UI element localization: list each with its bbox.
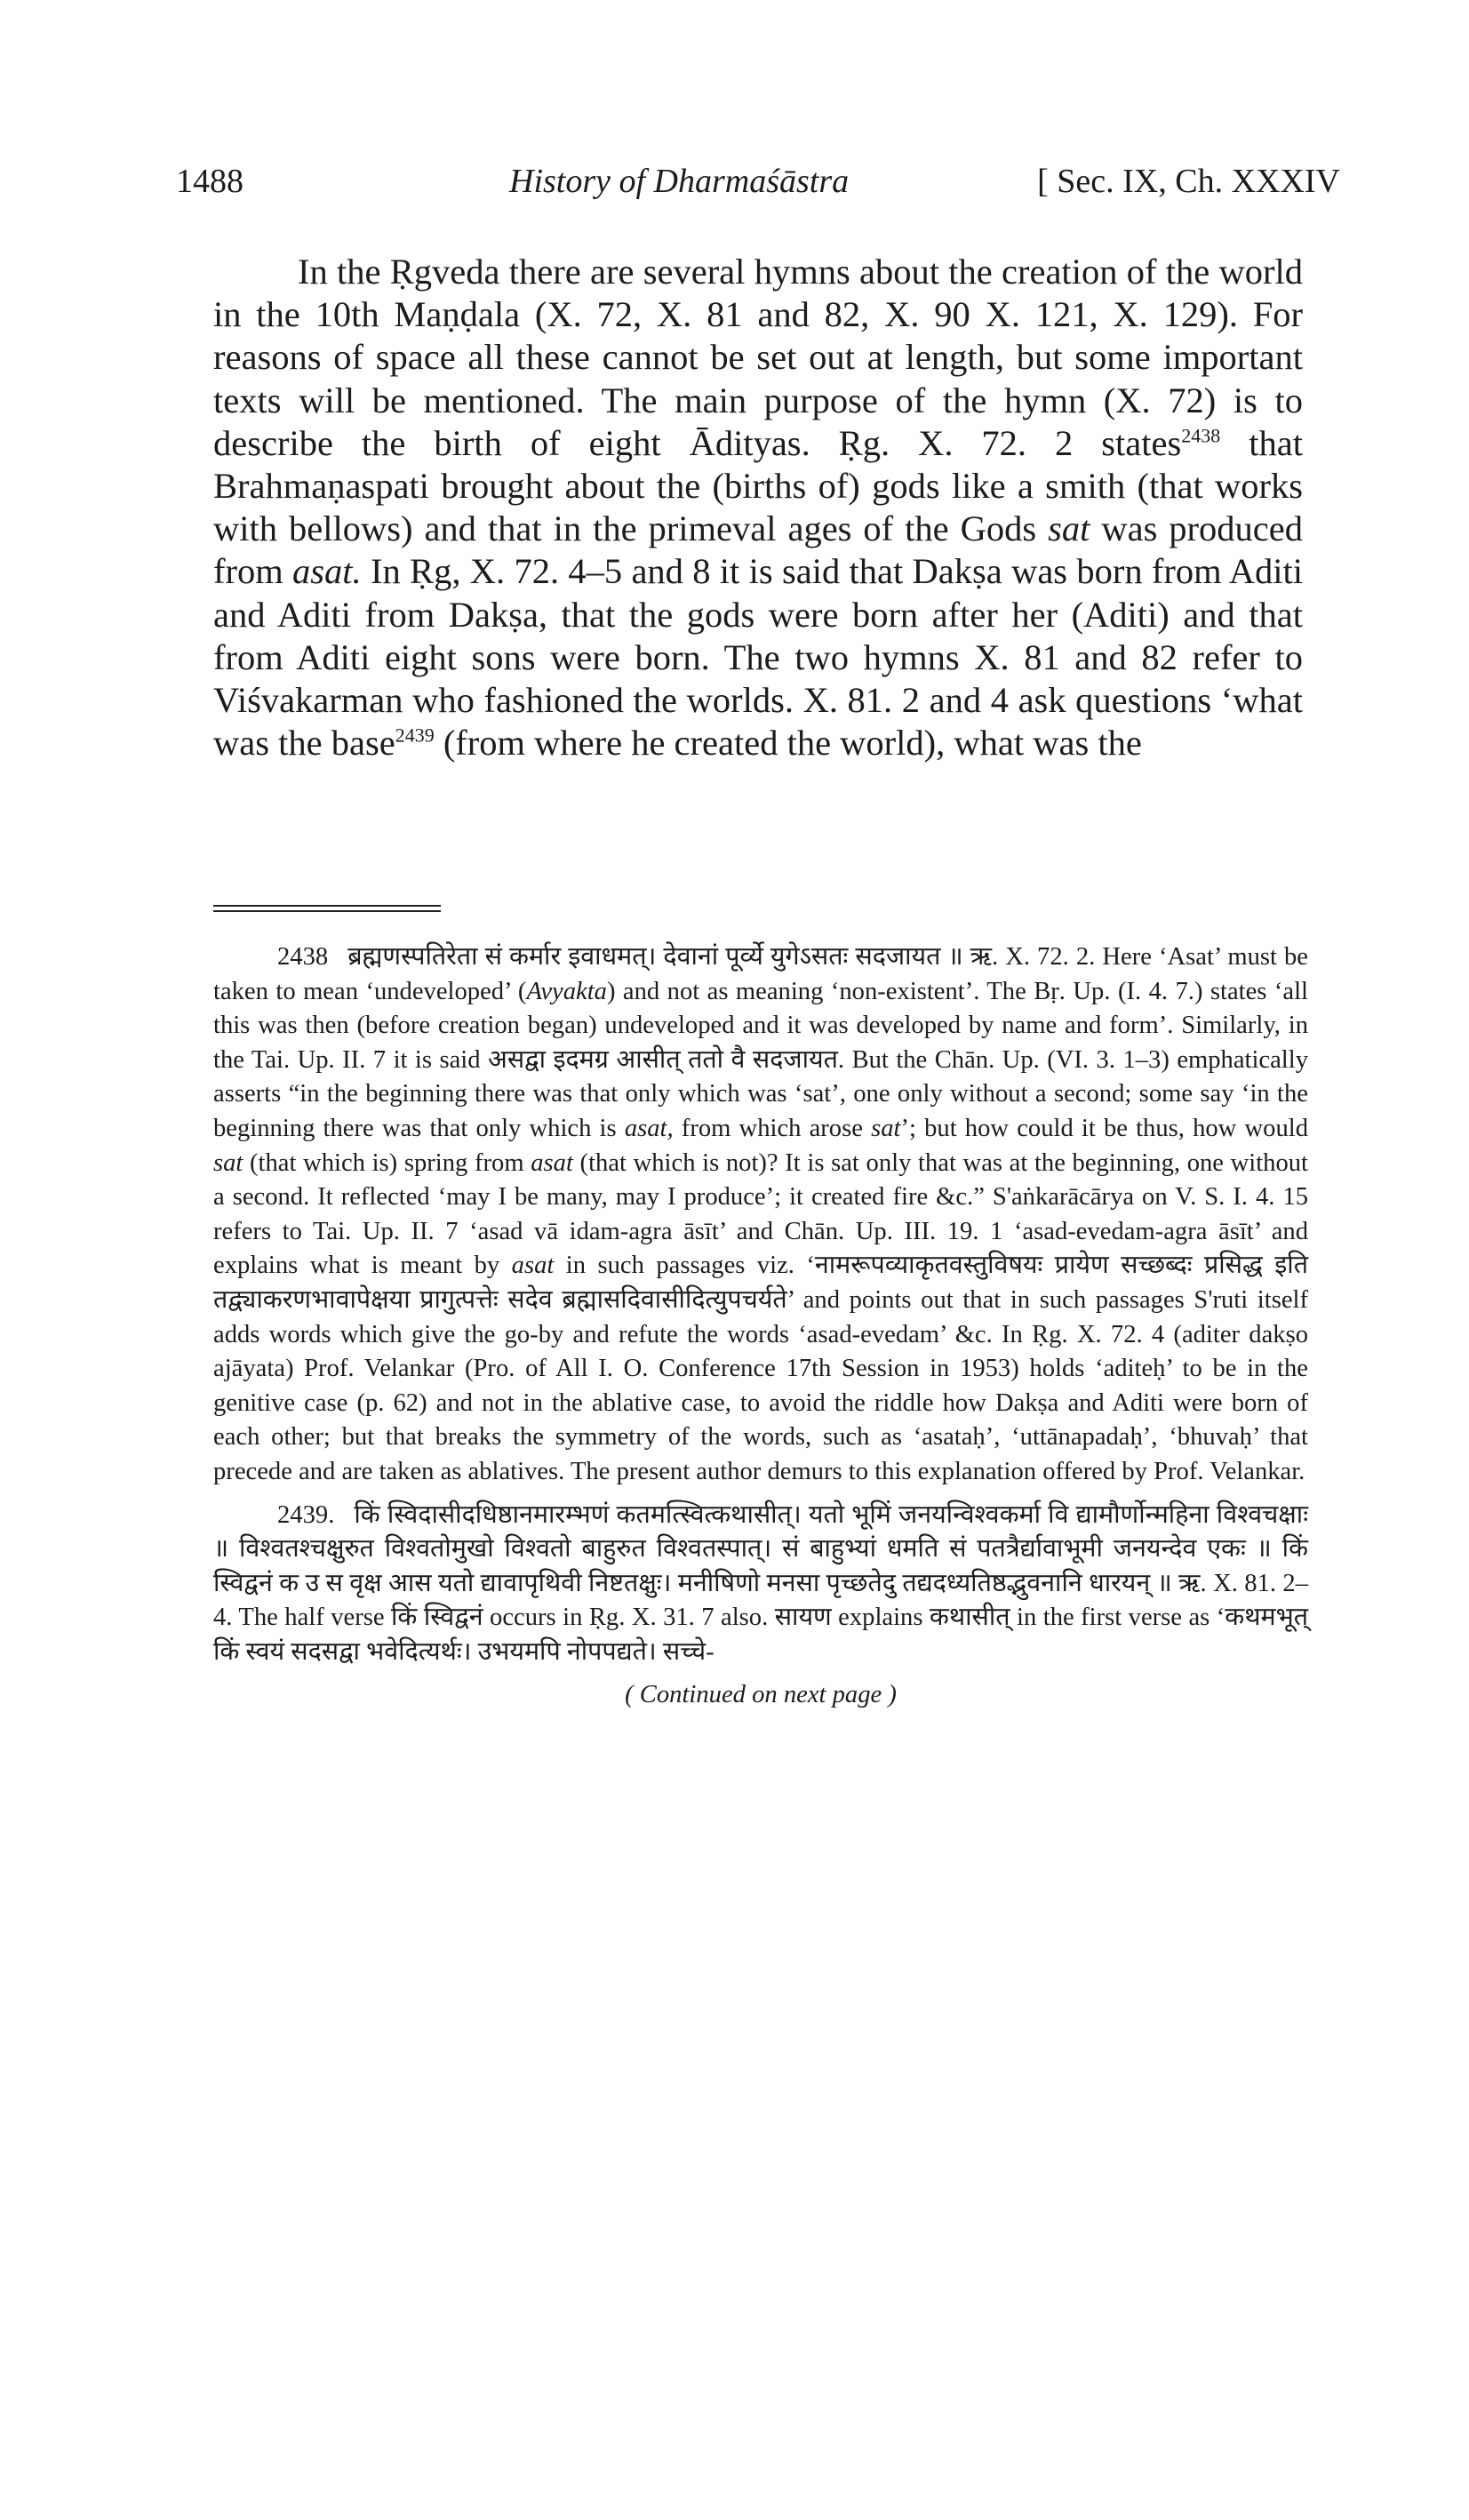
body-text-segment: that Brahmaṇaspati brought about the (births of) gods like a smith (that works with bellows) and that in the primeval ages of the Gods [213, 422, 1304, 549]
term-sat: sat [1048, 508, 1090, 549]
footnote-term: sat [213, 1148, 244, 1177]
footnote-term: asat [511, 1252, 555, 1280]
body-text-segment: In Ṛg, X. 72. 4–5 and 8 it is said that Dakṣa was born from Aditi and Aditi from Dakṣa, that the gods were born after her (Aditi) and that from Aditi eight sons were born. The two hymns X. 81 and 82 refer to Viśvakarman who fashioned the worlds. X. 81. 2 and 4 ask questions ‘what was the base [213, 551, 1303, 764]
term-asat: asat. [292, 551, 362, 592]
footnote-text: किं स्विदासीदधिष्ठानमारम्भणं कतमत्स्वित्कथासीत्। यतो भूमिं जनयन्विश्वकर्मा वि द्यामौर्णोन्महिना विश्वचक्षाः ॥ विश्वतश्चक्षुरुत विश्वतोमुखो विश्वतो बाहुरुत विश्वतस्पात्। सं बाहुभ्यां धमति सं पतत्रैर्द्यावाभूमी जनयन्देव एकः ॥ किं स्विद्वनं क उ स वृक्ष आस यतो द्यावापृथिवी निष्टतक्षुः। मनीषिणो मनसा पृच्छतेदु तद्यदध्यतिष्ठद्भुवनानि धारयन् ॥ ऋ. X. 81. 2–4. The half verse किं स्विद्वनं occurs in Ṛg. X. 31. 7 also. सायण explains कथासीत् in the first verse as ‘कथमभूत् किं स्वयं सदसद्वा भवेदित्यर्थः। उभयमपि नोपपद्यते। सच्चे- [213, 1500, 1308, 1666]
footnote-number: 2439. [277, 1500, 335, 1529]
footnote-text: (that which is) spring from [243, 1148, 531, 1177]
footnote-text: ) and not as meaning ‘non-existent’. The Bṛ. Up. (I. 4. 7.) states ‘all this was then (before creation began) undeveloped and it was developed by name and form’. Similarly, in the Tai. Up. II. 7 it is said असद्वा इदमग्र आसीत् ततो वै सदजायत. But the Chān. Up. (VI. 3. 1–3) emphatically asserts “in the beginning there was that only which was ‘sat’, one only without a second; some say ‘in the beginning there was that only which is [213, 977, 1308, 1142]
page-header [176, 162, 1340, 215]
body-text-segment: In the Ṛgveda there are several hymns about the creation of the world in the 10th Maṇḍala (X. 72, X. 81 and 82, X. 90 X. 121, X. 129). For reasons of space all these cannot be set out at length, but some important texts will be mentioned. The main purpose of the hymn (X. 72) is to describe the birth of eight Ādityas. Ṛg. X. 72. 2 states [213, 252, 1303, 463]
footnote-term: sat [871, 1114, 901, 1142]
footnote-text: ब्रह्मणस्पतिरेता सं कर्मार इवाधमत्। देवानां पूर्व्ये युगेऽसतः सदजायत ॥ ऋ. X. 72. 2. Here ‘Asat’ must be taken to mean ‘undeveloped’ ( [213, 943, 1308, 1005]
page-number: 1488 [176, 163, 244, 200]
footnote-term: asat [531, 1148, 573, 1177]
running-title: History of Dharmaśāstra [509, 163, 850, 200]
main-paragraph [213, 251, 1303, 764]
footnote-divider [213, 910, 441, 912]
footnote-text: ’; but how could it be thus, how would [900, 1114, 1308, 1142]
footnote-2439 [213, 1499, 1308, 1670]
body-text-segment: (from where he created the world), what was the [434, 723, 1142, 764]
footnote-text: in such passages viz. ‘नामरूपव्याकृतवस्तुविषयः प्रायेण सच्छब्दः प्रसिद्ध इति तद्व्याकरणभावापेक्षया प्रागुत्पत्तेः सदेव ब्रह्मासदिवासीदित्युपचर्यते’ and points out that in such passages S'ruti itself adds words which give the go-by and refute the words ‘asad-evedam’ &c. In Ṛg. X. 72. 4 (aditer dakṣo ajāyata) Prof. Velankar (Pro. of All I. O. Conference 17th Session in 1953) holds ‘aditeḥ’ to be in the genitive case (p. 62) and not in the ablative case, to avoid the riddle how Dakṣa and Aditi were born of each other; but that breaks the symmetry of the words, such as ‘asataḥ’, ‘uttānapadaḥ’, ‘bhuvaḥ’ that precede and are taken as ablatives. The present author demurs to this explanation offered by Prof. Velankar. [213, 1252, 1308, 1485]
continued-note: ( Continued on next page ) [625, 1681, 897, 1709]
footnotes [213, 940, 1308, 1713]
footnote-divider [213, 905, 441, 907]
footnote-text: (that which is not)? It is sat only that was at the beginning, one without a second. It reflected ‘may I be many, may I produce’; it created fire &c.” S'aṅkarācārya on V. S. I. 4. 15 refers to Tai. Up. II. 7 ‘asad vā idam-agra āsīt’ and Chān. Up. III. 19. 1 ‘asad-evedam-agra āsīt’ and explains what is meant by [213, 1148, 1309, 1280]
section-reference: [ Sec. IX, Ch. XXXIV [1037, 163, 1340, 200]
footnote-term: asat, [624, 1114, 674, 1142]
footnote-ref-2439: 2439 [395, 724, 435, 747]
footnote-text: from which arose [673, 1114, 872, 1142]
body-text-segment: was produced from [213, 508, 1303, 592]
footnote-number: 2438 [277, 943, 329, 971]
footnote-term: Avyakta [526, 977, 607, 1005]
footnote-2438 [213, 940, 1308, 1490]
footnote-ref-2438: 2438 [1181, 424, 1221, 447]
